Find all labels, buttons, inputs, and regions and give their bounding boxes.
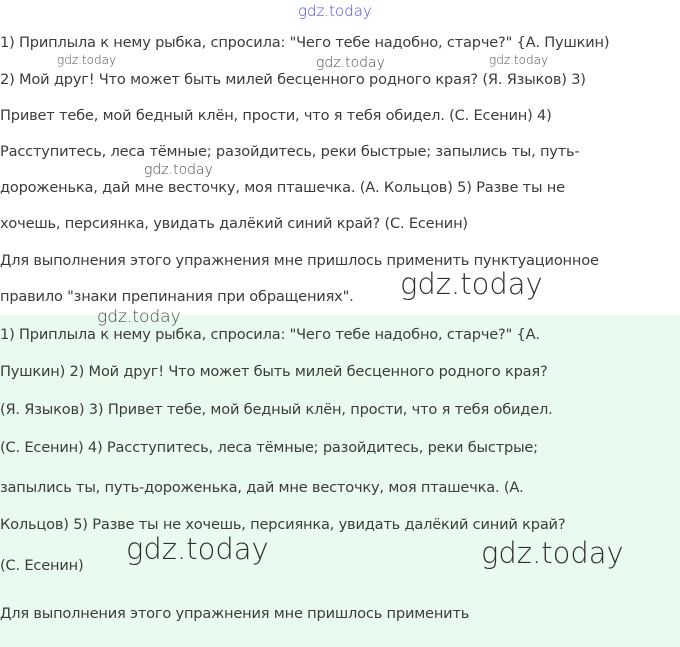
text-line: запылись ты, путь-дороженька, дай мне весточку, моя пташечка. (А. xyxy=(0,479,524,496)
text-line: (С. Есенин) xyxy=(0,557,84,574)
watermark: gdz.today xyxy=(126,532,269,566)
text-line: хочешь, персиянка, увидать далёкий синий край? (С. Есенин) xyxy=(0,215,468,232)
text-line: 2) Мой друг! Что может быть милей бесценного родного края? (Я. Языков) 3) xyxy=(0,71,586,88)
text-line: Привет тебе, мой бедный клён, прости, что я тебя обидел. (С. Есенин) 4) xyxy=(0,107,552,124)
watermark: gdz.today xyxy=(144,162,213,178)
watermark: gdz.today xyxy=(316,55,385,71)
text-line: 1) Приплыла к нему рыбка, спросила: "Чего тебе надобно, старче?" {А. xyxy=(0,326,540,343)
text-line: дороженька, дай мне весточку, моя пташечка. (А. Кольцов) 5) Разве ты не xyxy=(0,179,565,196)
text-line: 1) Приплыла к нему рыбка, спросила: "Чего тебе надобно, старче?" {А. Пушкин) xyxy=(0,34,610,51)
text-line: правило "знаки препинания при обращениях". xyxy=(0,288,354,305)
text-line: Для выполнения этого упражнения мне пришлось применить пунктуационное xyxy=(0,252,599,269)
watermark: gdz.today xyxy=(57,53,117,67)
watermark: gdz.today xyxy=(481,536,624,570)
text-line: (Я. Языков) 3) Привет тебе, мой бедный клён, прости, что я тебя обидел. xyxy=(0,401,553,418)
text-line: Расступитесь, леса тёмные; разойдитесь, реки быстрые; запылись ты, путь- xyxy=(0,143,580,160)
text-line: (С. Есенин) 4) Расступитесь, леса тёмные; разойдитесь, реки быстрые; xyxy=(0,439,538,456)
watermark-top: gdz.today xyxy=(298,2,372,20)
watermark: gdz.today xyxy=(489,53,549,67)
text-line: Для выполнения этого упражнения мне пришлось применить xyxy=(0,605,470,622)
text-line: Кольцов) 5) Разве ты не хочешь, персиянка, увидать далёкий синий край? xyxy=(0,516,566,533)
text-line: Пушкин) 2) Мой друг! Что может быть милей бесценного родного края? xyxy=(0,363,548,380)
watermark: gdz.today xyxy=(97,307,181,327)
watermark: gdz.today xyxy=(400,267,543,301)
